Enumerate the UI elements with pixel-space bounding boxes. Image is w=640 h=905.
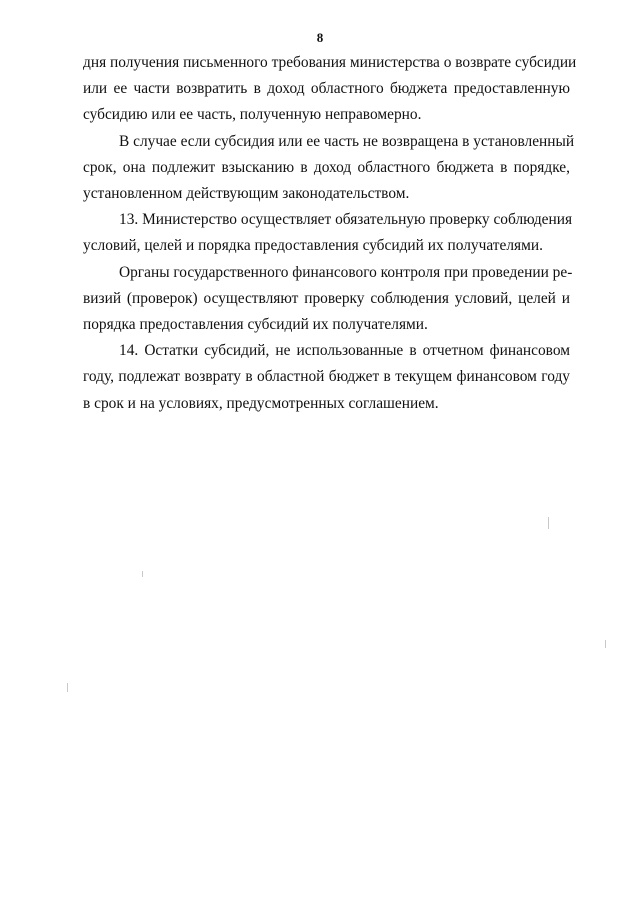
page-number: 8 [316,30,324,45]
paragraph-return-demand [83,50,577,129]
text-line: В случае если субсидия или ее часть не возвращена в установленный [119,132,575,150]
text-line: или ее части возвратить в доход областного бюджета предоставленную [83,80,570,98]
paragraph-financial-control [83,260,573,339]
text-line: дня получения письменного требования министерства о возврате субсидии [83,54,577,71]
document-body [83,50,577,417]
scan-speck [67,683,68,692]
text-line: 14. Остатки субсидий, не использованные в отчетном финансовом [119,342,570,360]
scan-speck [605,640,606,648]
paragraph-recovery [83,129,575,208]
text-line: срок, она подлежит взысканию в доход областного бюджета в порядке, [83,158,570,176]
text-line: Органы государственного финансового контроля при проведении ре- [119,263,573,281]
scan-speck [548,517,549,529]
text-line: условий, целей и порядка предоставления субсидий их получателями. [83,237,543,255]
text-line: субсидию или ее часть, полученную неправомерно. [83,106,422,124]
paragraph-item-14 [83,338,570,417]
text-line: 13. Министерство осуществляет обязательную проверку соблюдения [119,211,573,229]
paragraph-item-13 [83,207,573,259]
scan-speck [142,571,143,577]
text-line: году, подлежат возврату в областной бюджет в текущем финансовом году [83,368,570,386]
text-line: в срок и на условиях, предусмотренных соглашением. [83,394,439,412]
text-line: визий (проверок) осуществляют проверку соблюдения условий, целей и [83,289,570,307]
text-line: установленном действующим законодательством. [83,185,410,203]
text-line: порядка предоставления субсидий их получателями. [83,316,428,334]
